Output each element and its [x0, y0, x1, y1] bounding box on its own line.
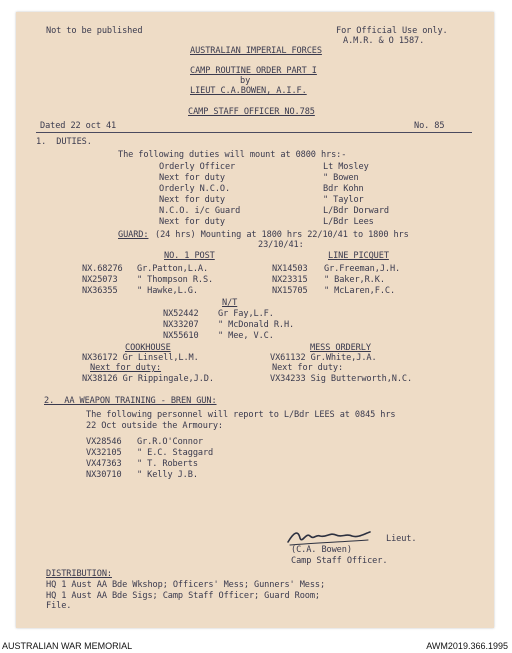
training-heading: 2. AA WEAPON TRAINING - BREN GUN:: [44, 396, 217, 406]
mess-next: VX34233 Sig Butterworth,N.C.: [270, 374, 413, 384]
duty-role: Orderly Officer: [159, 162, 236, 172]
guard-text: (24 hrs) Mounting at 1800 hrs 22/10/41 to 1800 hrs: [155, 230, 409, 240]
not-published-note: Not to be published: [46, 26, 143, 36]
mess-next-label: Next for duty:: [272, 363, 344, 373]
mess-heading: MESS ORDERLY: [310, 343, 371, 353]
trainee-name: " E.C. Staggard: [137, 448, 214, 458]
trainee-number: VX47363: [86, 459, 122, 469]
duty-role: Orderly N.C.O.: [159, 184, 231, 194]
nt-number: NX33207: [163, 320, 199, 330]
duty-name: L/Bdr Lees: [323, 217, 374, 227]
trainee-name: Gr.R.O'Connor: [137, 437, 203, 447]
training-text: 22 Oct outside the Armoury:: [86, 421, 223, 431]
signature-rank: Lieut.: [386, 534, 417, 544]
picquet-heading: LINE PICQUET: [328, 251, 389, 261]
picquet-number: NX15705: [272, 286, 308, 296]
mess-duty: VX61132 Gr.White,J.A.: [270, 353, 377, 363]
nt-number: NX55610: [163, 331, 199, 341]
picquet-name: Gr.Freeman,J.H.: [324, 264, 401, 274]
trainee-number: NX30710: [86, 470, 122, 480]
post-number: NX.68276: [82, 264, 123, 274]
post-name: " Thompson R.S.: [137, 275, 214, 285]
amr-reference: A.M.R. & O 1587.: [343, 36, 425, 46]
cookhouse-duty: NX36172 Gr Linsell,L.M.: [82, 353, 199, 363]
duties-intro: The following duties will mount at 0800 hrs:-: [118, 150, 347, 160]
nt-name: " McDonald R.H.: [218, 320, 295, 330]
picquet-name: " Baker,R.K.: [324, 275, 385, 285]
issuer-name: LIEUT C.A.BOWEN, A.I.F.: [190, 86, 307, 96]
trainee-number: VX32105: [86, 448, 122, 458]
distribution-line: HQ 1 Aust AA Bde Sigs; Camp Staff Officer; Guard Room;: [46, 591, 320, 601]
by-word: by: [240, 76, 251, 86]
distribution-line: HQ 1 Aust AA Bde Wkshop; Officers' Mess; Gunners' Mess;: [46, 580, 326, 590]
duties-heading: 1. DUTIES.: [36, 137, 92, 147]
nt-name: Gr Fay,L.F.: [218, 309, 274, 319]
post-number: NX25073: [82, 275, 118, 285]
trainee-number: VX28546: [86, 437, 122, 447]
cookhouse-next-label: Next for duty:: [90, 363, 162, 373]
post-number: NX36355: [82, 286, 118, 296]
post-name: Gr.Patton,L.A.: [137, 264, 209, 274]
cookhouse-heading: COOKHOUSE: [125, 343, 171, 353]
trainee-name: " Kelly J.B.: [137, 470, 198, 480]
nt-number: NX52442: [163, 309, 199, 319]
guard-date: 23/10/41:: [258, 240, 304, 250]
signature-name: (C.A. Bowen): [291, 545, 352, 555]
dated-line: Dated 22 oct 41: [40, 121, 117, 131]
training-text: The following personnel will report to L/Bdr LEES at 0845 hrs: [86, 410, 396, 420]
nt-name: " Mee, V.C.: [218, 331, 274, 341]
picquet-number: NX23315: [272, 275, 308, 285]
force-title: AUSTRALIAN IMPERIAL FORCES: [190, 46, 322, 56]
order-number: No. 85: [414, 121, 445, 131]
archive-caption: AUSTRALIAN WAR MEMORIAL: [2, 641, 133, 651]
picquet-number: NX14503: [272, 264, 308, 274]
header-rule: [36, 132, 472, 133]
official-use-note: For Official Use only.: [336, 26, 448, 36]
orders-title: CAMP ROUTINE ORDER PART I: [190, 66, 317, 76]
signature-title: Camp Staff Officer.: [291, 556, 388, 566]
duty-role: Next for duty: [159, 195, 225, 205]
duty-name: Lt Mosley: [323, 162, 369, 172]
accession-number: AWM2019.366.1995: [426, 641, 508, 651]
duty-role: Next for duty: [159, 173, 225, 183]
picquet-name: " McLaren,F.C.: [324, 286, 396, 296]
trainee-name: " T. Roberts: [137, 459, 198, 469]
distribution-heading: DISTRIBUTION:: [46, 569, 112, 579]
duty-role: Next for duty: [159, 217, 225, 227]
guard-label: GUARD:: [118, 230, 149, 240]
duty-name: L/Bdr Dorward: [323, 206, 389, 216]
duty-role: N.C.O. i/c Guard: [159, 206, 241, 216]
distribution-line: File.: [46, 601, 72, 611]
post-heading: NO. 1 POST: [164, 251, 215, 261]
nt-heading: N/T: [222, 298, 238, 308]
post-name: " Hawke,L.G.: [137, 286, 198, 296]
duty-name: " Taylor: [323, 195, 364, 205]
office-number: CAMP STAFF OFFICER NO.785: [188, 107, 315, 117]
duty-name: Bdr Kohn: [323, 184, 364, 194]
cookhouse-next: NX38126 Gr Rippingale,J.D.: [82, 374, 214, 384]
duty-name: " Bowen: [323, 173, 359, 183]
